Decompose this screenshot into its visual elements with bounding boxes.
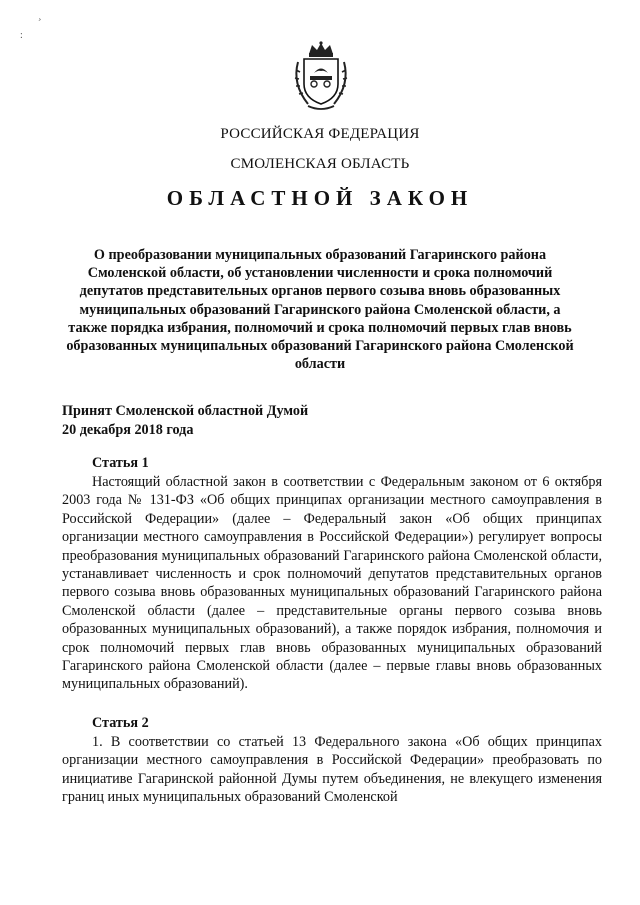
scan-speck: ¸ <box>38 10 42 21</box>
law-title: О преобразовании муниципальных образований Гагаринского района Смоленской области, об установлении численности и срока полномочий депутатов представительных органов первого созыва вновь образованных муниципальных образований Гагаринского района Смоленской области, а также порядка избрания, полномочий и срока полномочий первых глав вновь образованных муниципальных образований Гагаринского района Смоленской области <box>66 247 574 373</box>
scan-speck: : <box>20 30 23 41</box>
adoption-body: Принят Смоленской областной Думой <box>62 403 309 419</box>
article-1-text: Настоящий областной закон в соответствии с Федеральным законом от 6 октября 2003 года № 131-ФЗ «Об общих принципах организации местного самоуправления в Российской Федерации» (далее – Федеральный закон «Об общих принципах организации местного самоуправления в Российской Федерации») регулирует вопросы преобразования муниципальных образований Гагаринского района Смоленской области, устанавливает численность и срок полномочий депутатов представительных органов первого созыва вновь образованных муниципальных образований Гагаринского района Смоленской области (далее – представительные органы первого созыва вновь образованных муниципальных образований), а также порядок избрания, полномочия и срок полномочий первых глав вновь образованных муниципальных образований Гагаринского района Смоленской области (далее – первые главы вновь образованных муниципальных образований). <box>62 474 602 693</box>
adoption-info <box>62 402 308 439</box>
coat-of-arms-icon <box>290 40 352 112</box>
federation-heading: РОССИЙСКАЯ ФЕДЕРАЦИЯ <box>220 126 420 142</box>
adoption-date: 20 декабря 2018 года <box>62 421 194 438</box>
document-type-title: ОБЛАСТНОЙ ЗАКОН <box>166 186 474 210</box>
article-2-text: 1. В соответствии со статьей 13 Федерального закона «Об общих принципах организации местного самоуправления в Российской Федерации» преобразовать по инициативе Гагаринской районной Думы путем объединения, не влекущего изменения границ иных муниципальных образований Смоленской <box>62 734 602 806</box>
region-heading: СМОЛЕНСКАЯ ОБЛАСТЬ <box>230 156 410 172</box>
article-2-heading: Статья 2 <box>92 715 149 731</box>
article-1-heading: Статья 1 <box>92 455 149 471</box>
